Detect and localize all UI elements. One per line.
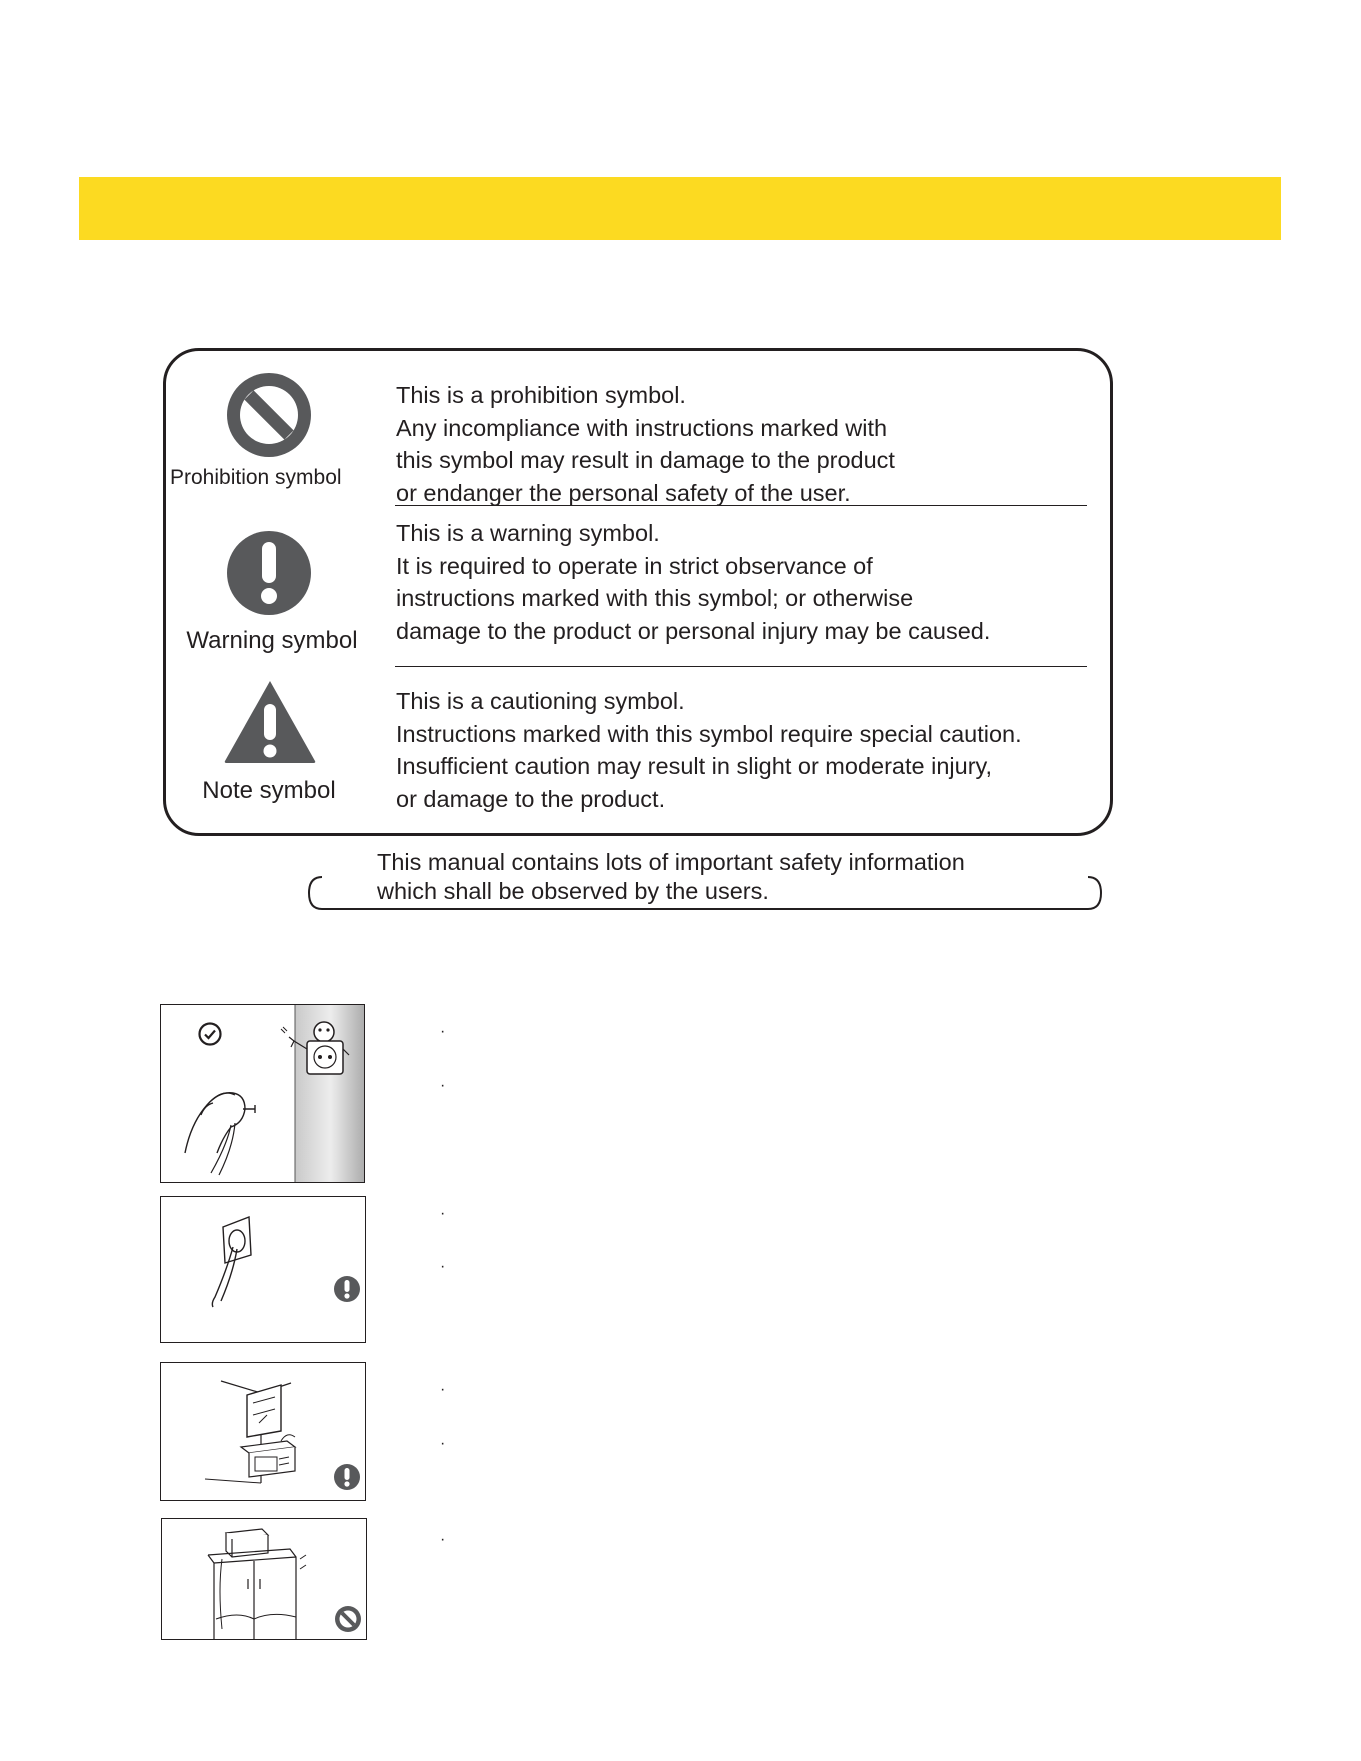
warning-icon bbox=[333, 1463, 361, 1491]
bullet-point: · bbox=[440, 1435, 446, 1452]
prohibition-icon bbox=[226, 372, 312, 458]
panel-wall-socket bbox=[160, 1196, 366, 1343]
caution-triangle-icon bbox=[222, 678, 318, 764]
warning-icon bbox=[333, 1275, 361, 1303]
bullet-point: · bbox=[440, 1205, 446, 1222]
panel-hand-plug-socket bbox=[160, 1004, 365, 1183]
bullet-point: · bbox=[440, 1258, 446, 1275]
panel-gas-kitchen bbox=[160, 1362, 366, 1501]
prohibition-description: This is a prohibition symbol. Any incompliance with instructions marked with this symbol may result in damage to the product or endanger the personal safety of the user. bbox=[396, 382, 895, 506]
caution-description: This is a cautioning symbol. Instructions marked with this symbol require special caution. Insufficient caution may result in slight or moderate injury, or damage to the product. bbox=[396, 688, 1022, 812]
bullet-point: · bbox=[440, 1077, 446, 1094]
header-band bbox=[79, 177, 1281, 240]
panel-microwave-cabinet bbox=[161, 1518, 367, 1640]
hand-plug-illustration bbox=[161, 1005, 365, 1183]
note-symbol-label: Note symbol bbox=[202, 777, 336, 804]
warning-symbol-label: Warning symbol bbox=[186, 627, 358, 654]
safety-info-note: This manual contains lots of important safety information which shall be observed by the users. bbox=[377, 849, 965, 904]
bullet-point: · bbox=[440, 1381, 446, 1398]
prohibition-icon bbox=[334, 1605, 362, 1633]
bullet-point: · bbox=[440, 1023, 446, 1040]
bullet-point: · bbox=[440, 1531, 446, 1548]
check-icon bbox=[197, 1021, 223, 1047]
wall-socket-illustration bbox=[161, 1197, 366, 1343]
warning-description: This is a warning symbol. It is required to operate in strict observance of instructions marked with this symbol; or otherwise damage to the product or personal injury may be caused. bbox=[396, 520, 991, 644]
legend-divider bbox=[395, 666, 1087, 667]
prohibition-symbol-label: Prohibition symbol bbox=[170, 466, 342, 489]
warning-icon bbox=[226, 530, 312, 616]
